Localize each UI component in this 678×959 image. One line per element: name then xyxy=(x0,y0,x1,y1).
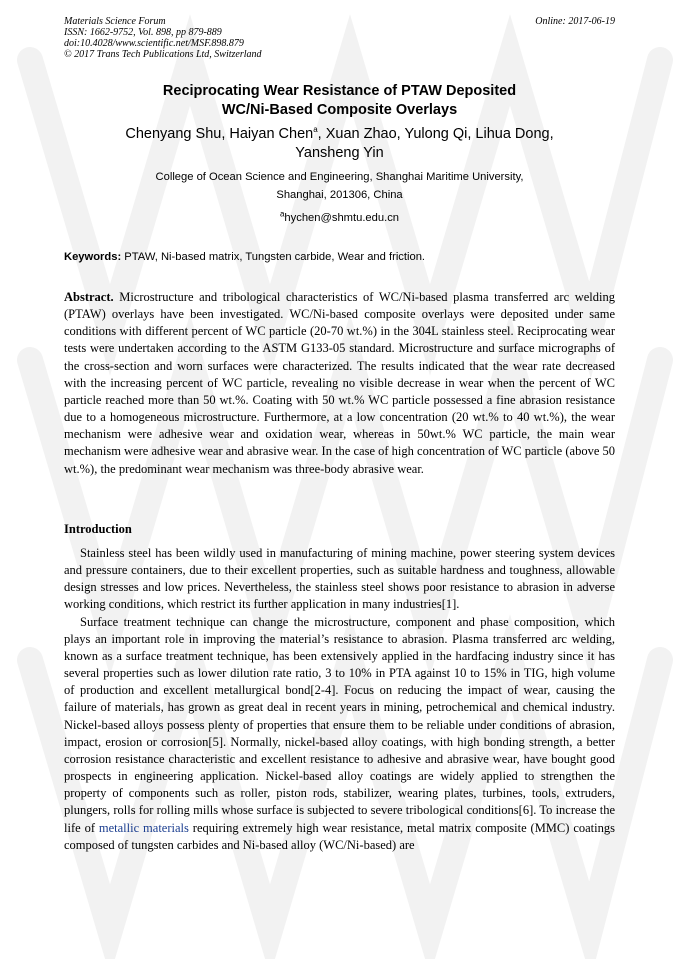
title-line-2: WC/Ni-Based Composite Overlays xyxy=(221,102,458,118)
copyright-line: © 2017 Trans Tech Publications Ltd, Switzerland xyxy=(64,49,262,60)
introduction-body xyxy=(64,545,615,854)
keywords-text: PTAW, Ni-based matrix, Tungsten carbide, Wear and friction. xyxy=(121,251,426,263)
journal-name: Materials Science Forum xyxy=(64,16,166,27)
paragraph-text: Surface treatment technique can change the microstructure, component and phase composition, which plays an important role in improving the material’s resistance to abrasion. Plasma transferred arc welding, known as a surface treatment technique, has been extensively applied in the hardfacing industry since it has several properties such as lower dilution rate ratio, 3 to 10% in PTA against 10 to 15% in TIG, high volume of production and excellent metallurgical bond[2-4]. Focus on reducing the impact of wear, causing the failure of materials, has grown as great deal in recent years in mining, petrochemical and chemical industry. Nickel-based alloys possess plenty of properties that ensure them to be reliable under conditions of abrasion, impact, erosion or corrosion[5]. Normally, nickel-based alloy coatings, with high bonding strength, a better corrosion resistance characteristic and excellent resistance to adhesive and abrasive wear, have bought good prospects in engineering application. Nickel-based alloy coatings are widely applied to strengthen the property of components such as roller, piston rods, stabilizer, wearing plates, turbines, tools, extruders, plungers, rolls for rolling mills whose surface is subjected to severe tribological conditions[6]. To increase the life of xyxy=(64,614,615,835)
authors-line-1 xyxy=(64,125,615,144)
keywords-label: Keywords: xyxy=(64,251,122,263)
keywords xyxy=(64,250,615,264)
abstract-text: Microstructure and tribological characteristics of WC/Ni-based plasma transferred arc welding (PTAW) overlays have been investigated. WC/Ni-based composite overlays were deposited under same conditions with different percent of WC particle (20-70 wt.%) in the 304L stainless steel. Reciprocating wear tests were undertaken according to the ASTM G133-05 standard. Microstructure and surface micrographs of the cross-section and worn surfaces were characterized. The results indicated that the wear rate decreased with the increasing percent of WC particle, revealing no visible decrease in wear when the percent of WC particle reached more than 50 wt.%. Coating with 50 wt.% WC particle possessed a fine abrasion resistance due to a homogeneous microstructure. Furthermore, at a low concentration (20 wt.% to 40 wt.%), the wear mechanism were adhesive wear and oxidation wear, whereas in 50wt.% WC particle, the main wear mechanism were adhesive wear and abrasive wear. In the case of high concentration of WC particle (above 50 wt.%), the predominant wear mechanism was three-body abrasive wear. xyxy=(64,290,615,476)
paragraph: Stainless steel has been wildly used in manufacturing of mining machine, power steering system devices and pressure containers, due to their excellent properties, such as suitable hardness and toughness, allowable design stresses and low prices. Nevertheless, the stainless steel shows poor resistance to abrasion in adverse working conditions, which restrict its further application in many industries[1]. xyxy=(64,546,615,612)
paper-title xyxy=(64,82,615,120)
issn-line: ISSN: 1662-9752, Vol. 898, pp 879-889 xyxy=(64,27,222,38)
title-line-1: Reciprocating Wear Resistance of PTAW Deposited xyxy=(162,83,517,99)
online-date: Online: 2017-06-19 xyxy=(535,16,615,27)
section-heading-introduction: Introduction xyxy=(64,522,132,536)
paragraph xyxy=(64,614,615,854)
email-affil-mark: a xyxy=(279,209,285,219)
author-affil-mark: a xyxy=(313,125,318,135)
affiliation-line-1: College of Ocean Science and Engineering, Shanghai Maritime University, xyxy=(155,171,524,183)
affiliation xyxy=(64,168,615,204)
paragraph-text-end: requiring extremely high wear resistance, metal matrix composite (MMC) coatings composed of tungsten carbides and Ni-based alloy (WC/Ni-based) are xyxy=(64,820,615,852)
abstract-label: Abstract. xyxy=(64,290,114,304)
doi-line[interactable]: doi:10.4028/www.scientific.net/MSF.898.879 xyxy=(64,38,244,49)
email-line xyxy=(64,211,615,225)
email-address[interactable]: hychen@shmtu.edu.cn xyxy=(284,212,400,224)
authors-line-2: Yansheng Yin xyxy=(295,145,384,161)
abstract xyxy=(64,289,615,478)
authors-part-2: , Xuan Zhao, Yulong Qi, Lihua Dong, xyxy=(317,126,554,142)
journal-header xyxy=(64,16,615,60)
authors-part-1: Chenyang Shu, Haiyan Chen xyxy=(125,126,314,142)
metallic-materials-link[interactable]: metallic materials xyxy=(98,820,189,835)
affiliation-line-2: Shanghai, 201306, China xyxy=(276,189,403,201)
author-list xyxy=(64,125,615,163)
